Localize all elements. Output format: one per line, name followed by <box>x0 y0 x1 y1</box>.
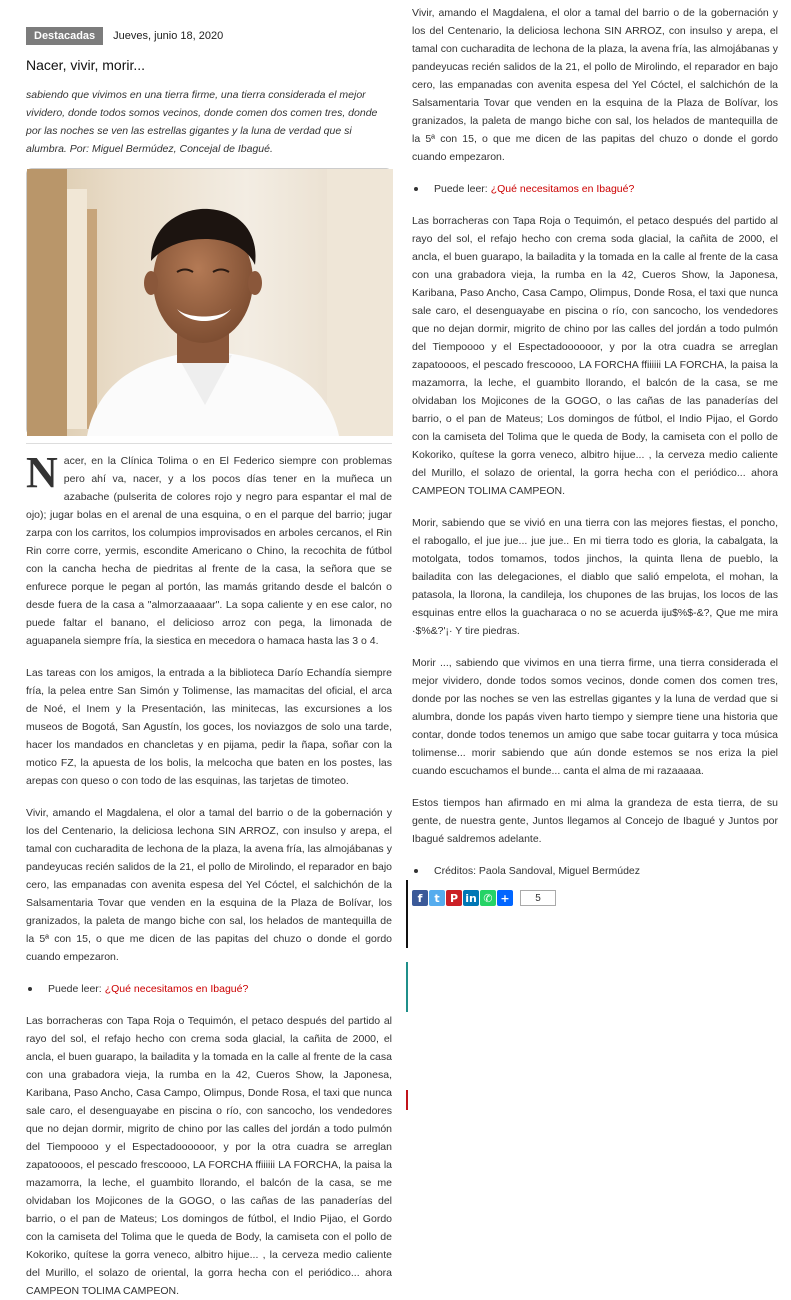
article-lead: sabiendo que vivimos en una tierra firme, una tierra considerada el mejor vividero, donde todos somos vecinos, donde comen dos comen tres, donde por las noches se ven las estrellas gigantes y la luna de verdad que si alumbra. Por: Miguel Bermúdez, Concejal de Ibagué. <box>26 89 378 155</box>
credits-text: Créditos: Paola Sandoval, Miguel Bermúdez <box>434 865 641 877</box>
article-right-column <box>412 0 778 1150</box>
credits-item <box>412 862 778 880</box>
gutter-mark <box>406 1090 408 1110</box>
pinterest-icon[interactable]: P <box>446 890 462 906</box>
facebook-icon[interactable]: f <box>412 890 428 906</box>
article-paragraph-6: Morir ..., sabiendo que vivimos en una tierra firme, una tierra considerada el mejor vividero, donde todos somos vecinos, donde comen dos comen tres, donde por las noches se ven las estrellas gigantes y la luna de verdad que si alumbra, donde los papás viven harto tiempo y siempre tiene una historia que contar, donde todos tenemos un amigo que sabe tocar guitarra y toca música tolimense... morir sabiendo que aún donde estemos se nos eriza la piel cuando escuchamos el bunde... canta el alma de mi razaaaaa. <box>412 657 778 777</box>
whatsapp-icon[interactable]: ✆ <box>480 890 496 906</box>
gutter-mark <box>406 962 408 1012</box>
article-paragraph-3: Vivir, amando el Magdalena, el olor a tamal del barrio o de la gobernación y los del Centenario, la deliciosa lechona SIN ARROZ, con insulso y arepa, el tamal con cucharadita de lechona de la plaza, la avena fría, las almojábanas y pandeyucas recién salidos de la 21, el pollo de Mirolindo, el reparador en bajo cero, las empanadas con avenita espesa del Yel Cóctel, el salchichón de la Salsamentaria Tovar que venden en la esquina de la Plaza de Bolívar, los granizados, la paleta de mango biche con sal, los helados de mantequilla de la 5ª con 15, o que me dicen de las papitas del chuzo o donde el gordo cuando empezaron. <box>26 807 392 963</box>
related-prefix: Puede leer: <box>434 183 488 195</box>
bullet-icon <box>28 987 32 991</box>
article-paragraph-3-continued: Vivir, amando el Magdalena, el olor a tamal del barrio o de la gobernación y los del Centenario, la deliciosa lechona SIN ARROZ, con insulso y arepa, el tamal con cucharadita de lechona de la plaza, la avena fría, las almojábanas y pandeyucas recién salidos de la 21, el pollo de Mirolindo, el reparador en bajo cero, las empanadas con avenita espesa del Yel Cóctel, el salchichón de la Salsamentaria Tovar que venden en la esquina de la Plaza de Bolívar, los granizados, la paleta de mango biche con sal, los helados de mantequilla de la 5ª con 15, o que me dicen de las papitas del chuzo o donde el gordo cuando empezaron. <box>412 7 778 163</box>
divider <box>26 443 392 444</box>
article-paragraph-5: Morir, sabiendo que se vivió en una tierra con las mejores fiestas, el poncho, el rabogallo, el jue jue... jue jue.. En mi tierra todo es gloria, la cabalgata, la motolgata, todos tomamos, todos jinchos, la quinta llena de pueblo, la bailadita con las delegaciones, el diablo que salió empelota, el mohan, la patasola, la llorona, la candileja, los chupones de las brujas, los locos de las esquinas entre ellos la guacharaca o no se acuerda iju$%$-&?, Que me mira ·$%&?'¡· Y tire piedras. <box>412 517 778 637</box>
article-title: Nacer, vivir, morir... <box>26 57 146 73</box>
drop-cap: N <box>26 448 58 497</box>
article-paragraph-1 <box>26 448 392 650</box>
paragraph-text: acer, en la Clínica Tolima o en El Federico siempre con problemas pero ahí va, nacer, y a los pocos días tener en la muñeca un azabache (pulserita de colores rojo y negro para espantar el mal de ojo); jugar bolas en el arenal de una esquina, o en el parque del barrio; jugar zarpa con los carritos, los columpios improvisados en arboles cercanos, el Rin Rin corre corre, yermis, escondite Americano o Chino, la recochita de fútbol con la cancha hecha de piedritas al frente de la casa, la señora que se enfurece porque le pegan al portón, las mamás gritando desde el balcón o desde fuera de la casa a "almorzaaaaar". La sopa caliente y en ese calor, no puede faltar el banano, el delicioso arroz con pega, la limonada de aguapanela siempre fría, la siestica en mecedora o hamaca hasta las 3 o 4. <box>26 455 392 647</box>
twitter-icon[interactable]: t <box>429 890 445 906</box>
article-meta <box>26 26 392 46</box>
bullet-icon <box>414 869 418 873</box>
gutter-mark <box>406 880 408 948</box>
share-bar <box>412 890 778 906</box>
related-prefix: Puede leer: <box>48 983 102 995</box>
share-count: 5 <box>520 890 556 906</box>
category-badge[interactable]: Destacadas <box>26 27 103 45</box>
bullet-icon <box>414 187 418 191</box>
article-left-column <box>26 0 392 1297</box>
related-link-item <box>26 980 392 998</box>
article-paragraph-2: Las tareas con los amigos, la entrada a la biblioteca Darío Echandía siempre fría, la pelea entre San Simón y Tolimense, las mamacitas del oficial, el arca de Noé, el Inem y la Presentación, las minitecas, las excursiones a los museos de Bogotá, San Agustín, los goces, los noviazgos de solo una tarde, hacer los mandados en chancletas y en pijama, pedir la ñapa, soñar con la motico FZ, la apuesta de los bolis, la melcocha que baten en los postes, las arepas con queso o con todo de las esquinas, las tarjetas de timoteo. <box>26 667 392 787</box>
related-link-item <box>412 180 778 198</box>
article-paragraph-7: Estos tiempos han afirmado en mi alma la grandeza de esta tierra, de su gente, de nuestra gente, Juntos llegamos al Concejo de Ibagué y Juntos por Ibagué saldremos adelante. <box>412 797 778 845</box>
plus-icon[interactable]: + <box>497 890 513 906</box>
publish-date: Jueves, junio 18, 2020 <box>113 30 224 42</box>
related-article-link[interactable]: ¿Qué necesitamos en Ibagué? <box>490 183 635 195</box>
author-photo <box>26 168 392 435</box>
related-article-link[interactable]: ¿Qué necesitamos en Ibagué? <box>104 983 249 995</box>
article-paragraph-4: Las borracheras con Tapa Roja o Tequimón, el petaco después del partido al rayo del sol, el refajo hecho con crema soda glacial, la cañita de 2000, el ancla, el buen guarapo, la bailadita y la tomada en la calle al frente de la casa con una grabadora vieja, la rumba en la 42, Cueros Show, la Japonesa, Karibana, Paso Ancho, Casa Campo, Olimpus, Donde Rosa, el taxi que nunca sale caro, el desenguayabe en piscina o río, con sancocho, los vendedores que no dejan dormir, migrito de chino por las calles del jordán a todo pulmón del Tiempoooo y el Espectadoooooor, y por la otra cuadra se arreglan zapatoooos, el pescado frescoooo, LA FORCHA ffiiiiii LA FORCHA, la paisa la mazamorra, la leche, el guambito llorando, el balcón de la casa, se me olvidaban los Mojicones de la GOGO, o las cañas de las panaderías del barrio, o el pan de Mateus; Los domingos de fútbol, el Indio Pijao, el Gordo con la camiseta del Tolima que le queda de Body, la camiseta con el pollo de Kokoriko, quítese la gorra veneco, albitro hijue... , la cerveza medio caliente del Murillo, el solazo de oriental, la gorra hecha con el periódico... ahora CAMPEON TOLIMA CAMPEON. <box>26 1015 392 1297</box>
linkedin-icon[interactable]: in <box>463 890 479 906</box>
article-paragraph-4-continued: Las borracheras con Tapa Roja o Tequimón, el petaco después del partido al rayo del sol, el refajo hecho con crema soda glacial, la cañita de 2000, el ancla, el buen guarapo, la bailadita y la tomada en la calle al frente de la casa con una grabadora vieja, la rumba en la 42, Cueros Show, la Japonesa, Karibana, Paso Ancho, Casa Campo, Olimpus, Donde Rosa, el taxi que nunca sale caro, el desenguayabe en piscina o río, con sancocho, los vendedores que no dejan dormir, migrito de chino por las calles del jordán a todo pulmón del Tiempoooo y el Espectadoooooor, y por la otra cuadra se arreglan zapatoooos, el pescado frescoooo, LA FORCHA ffiiiiii LA FORCHA, la paisa la mazamorra, la leche, el guambito llorando, el balcón de la casa, se me olvidaban los Mojicones de la GOGO, o las cañas de las panaderías del barrio, o el pan de Mateus; Los domingos de fútbol, el Indio Pijao, el Gordo con la camiseta del Tolima que le queda de Body, la camiseta con el pollo de Kokoriko, quítese la gorra veneco, albitro hijue... , la cerveza medio caliente del Murillo, el solazo de oriental, la gorra hecha con el periódico... ahora CAMPEON TOLIMA CAMPEON. <box>412 215 778 497</box>
